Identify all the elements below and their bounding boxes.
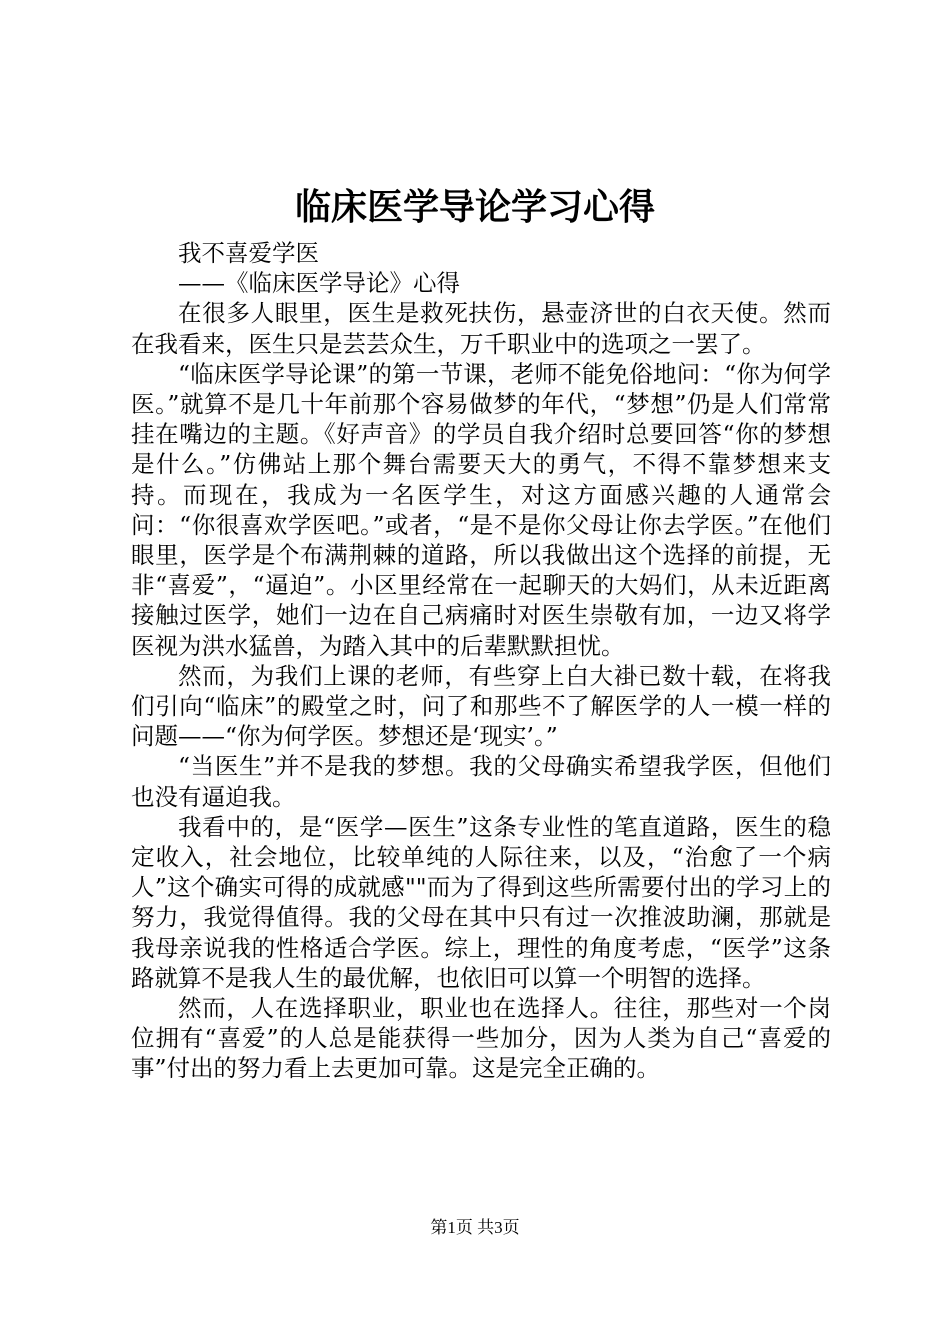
page-footer: 第1页 共3页 [430, 1218, 520, 1237]
paragraph-subtitle: 我不喜爱学医 [178, 239, 319, 267]
paragraph: 在很多人眼里，医生是救死扶伤，悬壶济世的白衣天使。然而在我看来，医生只是芸芸众生，万千职业中的选项之一罢了。 [131, 299, 831, 358]
paragraph: “临床医学导论课”的第一节课，老师不能免俗地问：“你为何学医。”就算不是几十年前那个容易做梦的年代，“梦想”仍是人们常常挂在嘴边的主题。《好声音》的学员自我介绍时总要回答“你的梦想是什么。”仿佛站上那个舞台需要天大的勇气，不得不靠梦想来支持。而现在，我成为一名医学生，对这方面感兴趣的人通常会问：“你很喜欢学医吧。”或者，“是不是你父母让你去学医。”在他们眼里，医学是个布满荆棘的道路，所以我做出这个选择的前提，无非“喜爱”，“逼迫”。小区里经常在一起聊天的大妈们，从未近距离接触过医学，她们一边在自己病痛时对医生崇敬有加，一边又将学医视为洪水猛兽，为踏入其中的后辈默默担忧。 [131, 359, 831, 660]
paragraph: “当医生”并不是我的梦想。我的父母确实希望我学医，但他们也没有逼迫我。 [131, 752, 831, 811]
paragraph: 然而，为我们上课的老师，有些穿上白大褂已数十载，在将我们引向“临床”的殿堂之时，问了和那些不了解医学的人一模一样的问题——“你为何学医。梦想还是‘现实’。” [131, 661, 831, 751]
document-body [131, 238, 831, 1084]
paragraph: 我看中的，是“医学—医生”这条专业性的笔直道路，医生的稳定收入，社会地位，比较单纯的人际往来，以及，“治愈了一个病人”这个确实可得的成就感""而为了得到这些所需要付出的学习上的努力，我觉得值得。我的父母在其中只有过一次推波助澜，那就是我母亲说我的性格适合学医。综上，理性的角度考虑，“医学”这条路就算不是我人生的最优解，也依旧可以算一个明智的选择。 [131, 812, 831, 992]
paragraph: 然而，人在选择职业，职业也在选择人。往往，那些对一个岗位拥有“喜爱”的人总是能获得一些加分，因为人类为自己“喜爱的事”付出的努力看上去更加可靠。这是完全正确的。 [131, 994, 831, 1083]
document-title: 临床医学导论学习心得 [294, 187, 655, 228]
paragraph-subtitle-source: ——《临床医学导论》心得 [178, 269, 460, 298]
